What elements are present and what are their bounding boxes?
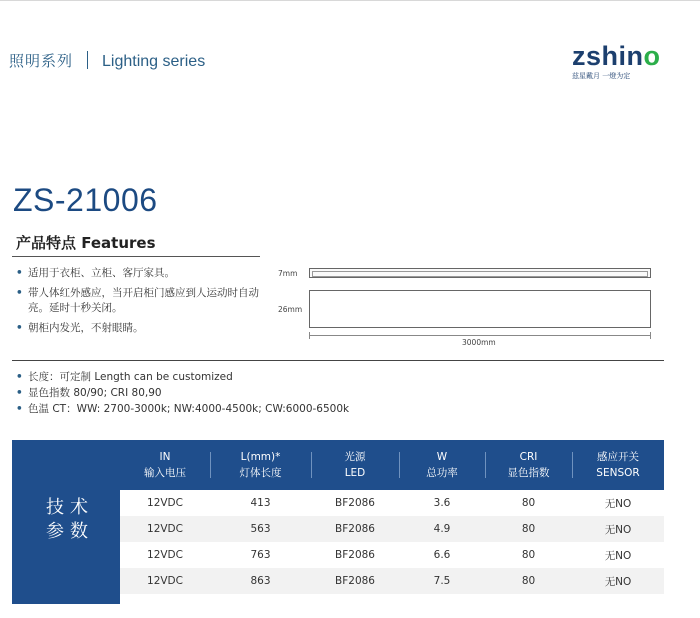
cell-input-voltage: 12VDC bbox=[147, 497, 183, 509]
drawing-profile-view bbox=[309, 290, 651, 328]
header-line1: 光源 bbox=[344, 451, 366, 463]
dimension-length-line bbox=[309, 335, 651, 336]
cell-length: 413 bbox=[250, 497, 271, 509]
cell-cri: 80 bbox=[521, 549, 536, 561]
spec-table-side-label-panel bbox=[12, 440, 120, 604]
cell-power: 7.5 bbox=[433, 575, 451, 587]
spec-table-header bbox=[120, 440, 664, 490]
brand-slogan: 兹星戴月 一燈为定 bbox=[572, 72, 631, 80]
dimension-length: 3000mm bbox=[462, 338, 496, 347]
header-line1: CRI bbox=[519, 451, 538, 463]
dimension-profile-height: 26mm bbox=[278, 305, 303, 314]
cell-sensor: 无NO bbox=[604, 549, 632, 562]
features-rule bbox=[12, 256, 260, 257]
feature-item: • 适用于衣柜、立柜、客厅家具。 bbox=[16, 266, 272, 281]
cell-power: 3.6 bbox=[433, 497, 451, 509]
top-rule bbox=[0, 0, 700, 1]
header-line1: 感应开关 bbox=[597, 451, 639, 463]
header-line1: W bbox=[436, 451, 448, 463]
brand-wordmark-main: zshin bbox=[572, 41, 644, 71]
table-row bbox=[120, 568, 664, 594]
spec-table-body bbox=[120, 490, 664, 594]
cell-cri: 80 bbox=[521, 575, 536, 587]
series-separator bbox=[87, 51, 88, 69]
brand-logo bbox=[572, 42, 682, 82]
header-line2: 总功率 bbox=[426, 467, 458, 479]
header-power bbox=[399, 440, 485, 490]
table-row bbox=[120, 542, 664, 568]
spec-item: • 长度：可定制 Length can be customized bbox=[16, 370, 616, 385]
cell-power: 4.9 bbox=[433, 523, 451, 535]
feature-item: • 带人体红外感应，当开启柜门感应到人运动时自动亮。延时十秒关闭。 bbox=[16, 286, 272, 316]
header-line1: IN bbox=[159, 451, 171, 463]
cell-light-source: BF2086 bbox=[335, 497, 375, 509]
product-model: ZS-21006 bbox=[13, 182, 158, 218]
spec-item: • 显色指数 80/90; CRI 80,90 bbox=[16, 386, 616, 401]
drawing-strip-view bbox=[309, 268, 651, 278]
cell-cri: 80 bbox=[521, 523, 536, 535]
cell-sensor: 无NO bbox=[604, 523, 632, 536]
cell-light-source: BF2086 bbox=[335, 523, 375, 535]
section-divider bbox=[12, 360, 664, 361]
brand-wordmark bbox=[572, 42, 682, 70]
header-line1: L(mm)* bbox=[240, 451, 281, 463]
spec-table-side-label: 技术参数 bbox=[46, 497, 94, 542]
cell-power: 6.6 bbox=[433, 549, 451, 561]
header-input-voltage bbox=[120, 440, 210, 490]
cell-input-voltage: 12VDC bbox=[147, 575, 183, 587]
cell-light-source: BF2086 bbox=[335, 549, 375, 561]
series-title-en: Lighting series bbox=[102, 53, 206, 70]
series-title-cn: 照明系列 bbox=[9, 52, 74, 70]
cell-cri: 80 bbox=[521, 497, 536, 509]
header-line2: SENSOR bbox=[596, 467, 640, 479]
header-line2: 显色指数 bbox=[507, 467, 550, 479]
header-light-source bbox=[311, 440, 399, 490]
table-row bbox=[120, 516, 664, 542]
header-line2: 输入电压 bbox=[144, 467, 186, 479]
cell-sensor: 无NO bbox=[604, 497, 632, 510]
feature-item: • 朝柜内发光，不射眼睛。 bbox=[16, 321, 272, 336]
features-list bbox=[16, 266, 272, 341]
header-line2: 灯体长度 bbox=[239, 467, 282, 479]
features-title: 产品特点 Features bbox=[16, 234, 156, 252]
dimension-strip-height: 7mm bbox=[278, 269, 298, 278]
specs-list bbox=[16, 370, 616, 418]
series-title bbox=[9, 50, 205, 71]
cell-input-voltage: 12VDC bbox=[147, 523, 183, 535]
header-cri bbox=[485, 440, 572, 490]
header-length bbox=[210, 440, 311, 490]
cell-input-voltage: 12VDC bbox=[147, 549, 183, 561]
header-sensor bbox=[572, 440, 664, 490]
header-line2: LED bbox=[344, 467, 366, 479]
cell-light-source: BF2086 bbox=[335, 575, 375, 587]
cell-sensor: 无NO bbox=[604, 575, 632, 588]
table-row bbox=[120, 490, 664, 516]
cell-length: 863 bbox=[250, 575, 271, 587]
brand-wordmark-o: o bbox=[643, 41, 661, 71]
cell-length: 763 bbox=[250, 549, 271, 561]
spec-item: • 色温 CT：WW: 2700-3000k; NW:4000-4500k; CW:6000-6500k bbox=[16, 402, 616, 417]
cell-length: 563 bbox=[250, 523, 271, 535]
spec-table bbox=[12, 440, 664, 604]
